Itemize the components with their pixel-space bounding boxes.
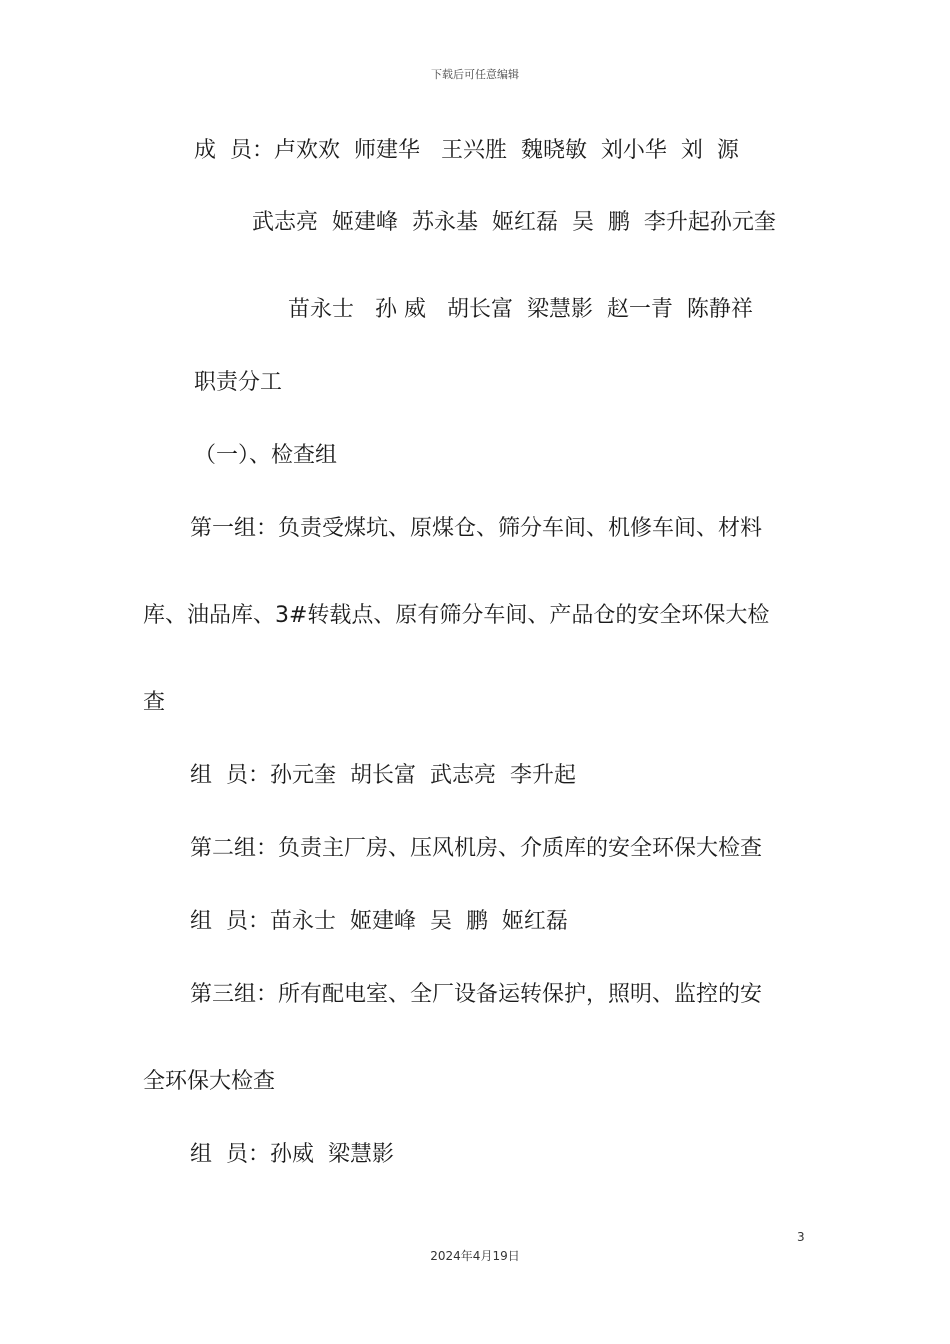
page-date: 2024年4月19日: [430, 1249, 520, 1263]
members-line-2: 武志亮 姬建峰 苏永基 姬红磊 吴 鹏 李升起孙元奎: [252, 210, 776, 235]
members-line-1: 成 员：卢欢欢 师建华 王兴胜 魏晓敏 刘小华 刘 源: [194, 138, 739, 163]
page-number: 3: [797, 1230, 805, 1244]
group-1-members: 组 员：孙元奎 胡长富 武志亮 李升起: [190, 763, 576, 788]
group-3-duty-line-1: 第三组：所有配电室、全厂设备运转保护，照明、监控的安: [190, 982, 763, 1007]
group-1-duty-line-2: 库、油品库、3#转载点、原有筛分车间、产品仓的安全环保大检: [143, 603, 770, 628]
group-1-duty-line-1: 第一组：负责受煤坑、原煤仓、筛分车间、机修车间、材料: [190, 516, 763, 541]
group-3-duty-line-2: 全环保大检查: [143, 1069, 276, 1094]
group-3-members: 组 员：孙威 梁慧影: [190, 1142, 394, 1167]
page-header: 下载后可任意编辑: [431, 68, 519, 81]
section-heading-duties: 职责分工: [194, 370, 283, 395]
members-line-3: 苗永士 孙 威 胡长富 梁慧影 赵一青 陈静祥: [288, 297, 753, 322]
subsection-heading-inspection: （一）、检查组: [194, 443, 338, 468]
group-2-members: 组 员：苗永士 姬建峰 吴 鹏 姬红磊: [190, 909, 568, 934]
group-1-duty-line-3: 查: [143, 690, 166, 715]
group-2-duty: 第二组：负责主厂房、压风机房、介质库的安全环保大检查: [190, 836, 763, 861]
